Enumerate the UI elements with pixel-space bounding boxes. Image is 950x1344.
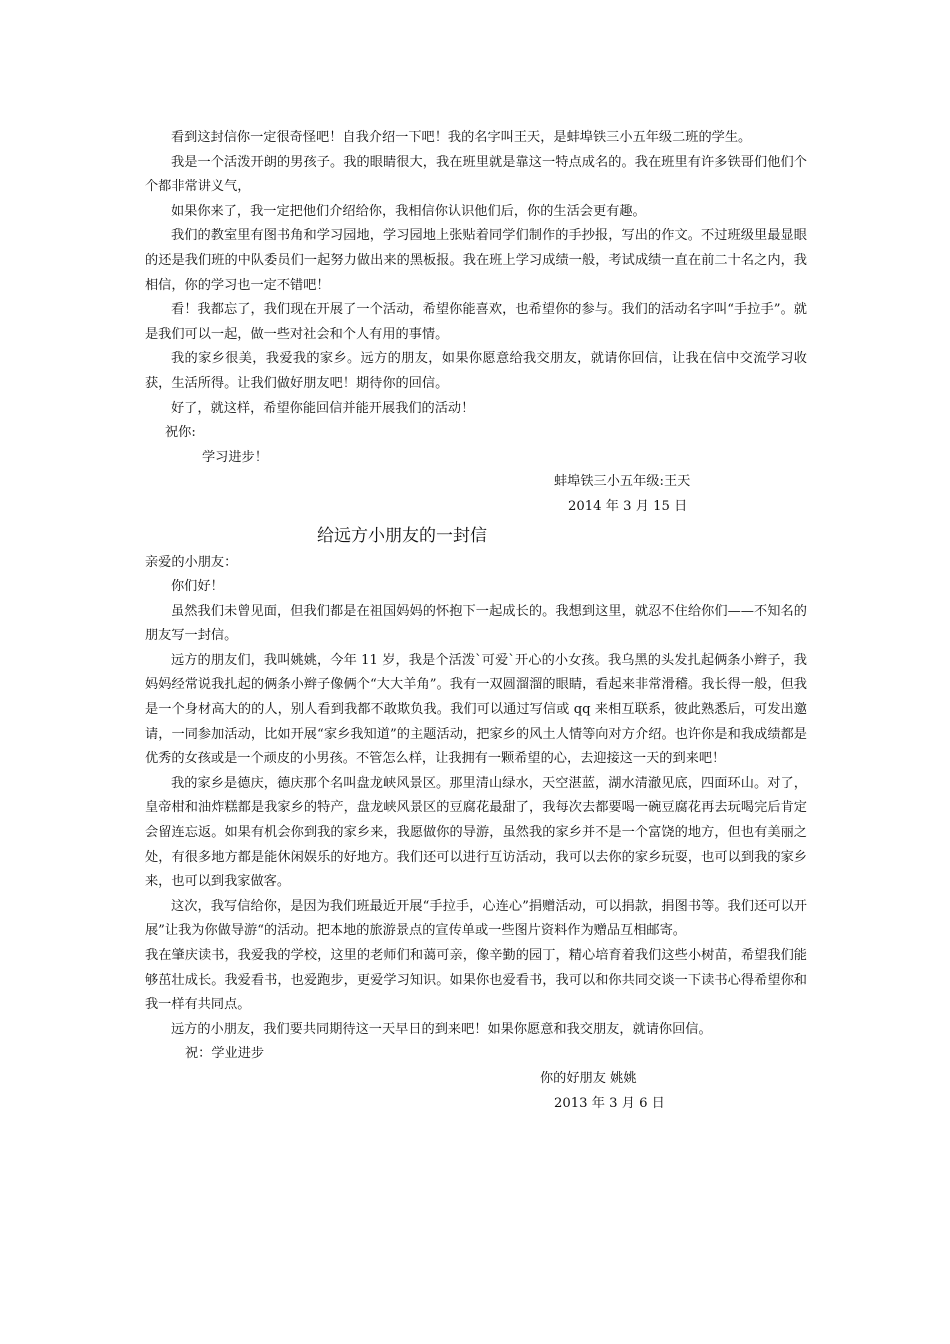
letter1-paragraph: 如果你来了，我一定把他们介绍给你，我相信你认识他们后，你的生活会更有趣。 [171,203,646,219]
letter2-paragraph: 这次，我写信给你，是因为我们班最近开展“手拉手，心连心”捐赠活动，可以捐款，捐图书等。我们还可以开展”让我为你做导游“的活动。把本地的旅游景点的宣传单或一些图片资料作为赠品互相邮寄。 [145,898,807,939]
letter2-title: 给远方小朋友的一封信 [317,525,487,546]
letter1-closing: 祝你: [165,425,196,441]
letter1-paragraph: 看到这封信你一定很奇怪吧！自我介绍一下吧！我的名字叫王天，是蚌埠铁三小五年级二班的学生。 [171,130,752,145]
letter2-greeting: 你们好！ [171,579,224,595]
letter2-paragraph: 我在肇庆读书，我爱我的学校，这里的老师们和蔼可亲，像辛勤的园丁，精心培育着我们这些小树苗，希望我们能够茁壮成长。我爱看书，也爱跑步，更爱学习知识。如果你也爱看书，我可以和你共同交谈一下读书心得希望你和我一样有共同点。 [145,948,807,1013]
letter1-paragraph: 我是一个活泼开朗的男孩子。我的眼睛很大，我在班里就是靠这一特点成名的。我在班里有许多铁哥们他们个个都非常讲义气， [145,154,807,195]
letter2-paragraph: 我的家乡是德庆，德庆那个名叫盘龙峡风景区。那里清山绿水，天空湛蓝，湖水清澈见底，四面环山。对了，皇帝柑和油炸糕都是我家乡的特产，盘龙峡风景区的豆腐花最甜了，我每次去都要喝一碗豆腐花再去玩喝完后肯定会留连忘返。如果有机会你到我的家乡来，我愿做你的导游，虽然我的家乡并不是一个富饶的地方，但也有美丽之处，有很多地方都是能休闲娱乐的好地方。我们还可以进行互访活动，我可以去你的家乡玩耍，也可以到我的家乡来，也可以到我家做客。 [145,775,807,890]
letter1-paragraph: 我的家乡很美，我爱我的家乡。远方的朋友，如果你愿意给我交朋友，就请你回信，让我在信中交流学习收获，生活所得。让我们做好朋友吧！期待你的回信。 [145,351,807,391]
letter1-paragraph: 看！我都忘了，我们现在开展了一个活动，希望你能喜欢，也希望你的参与。我们的活动名字叫“手拉手”。就是我们可以一起，做一些对社会和个人有用的事情。 [145,302,807,342]
letter1-signature: 蚌埠铁三小五年级:王天 [554,474,691,490]
letter2-date: 2013 年 3 月 6 日 [554,1095,665,1111]
letter1-wish: 学习进步！ [202,449,268,465]
letter2-paragraph: 虽然我们未曾见面，但我们都是在祖国妈妈的怀抱下一起成长的。我想到这里，就忍不住给你们——不知名的朋友写一封信。 [145,603,807,644]
letter2-signature: 你的好朋友 姚姚 [540,1070,637,1086]
letter2-salutation: 亲爱的小朋友： [145,554,238,570]
document-body [145,126,807,1116]
letter2-closing: 祝：学业进步 [185,1046,265,1062]
letter1-paragraph: 好了，就这样，希望你能回信并能开展我们的活动！ [171,400,475,416]
letter2-paragraph: 远方的朋友们，我叫姚姚，今年 11 岁，我是个活泼`可爱`开心的小女孩。我乌黑的头发扎起俩条小辫子，我妈妈经常说我扎起的俩条小辫子像俩个“大大羊角”。我有一双圆溜溜的眼睛，看起来非常滑稽。我长得一般，但我是一个身材高大的的人，别人看到我都不敢欺负我。我们可以通过写信或 qq 来相互联系，彼此熟悉后，可发出邀请，一同参加活动，比如开展“家乡我知道”的主题活动，把家乡的风土人情等向对方介绍。也许你是和我成绩都是优秀的女孩或是一个顽皮的小男孩。不管怎么样，让我拥有一颗希望的心，去迎接这一天的到来吧！ [145,652,807,767]
letter1-date: 2014 年 3 月 15 日 [568,498,688,514]
letter1-paragraph: 我们的教室里有图书角和学习园地，学习园地上张贴着同学们制作的手抄报，写出的作文。不过班级里最显眼的还是我们班的中队委员们一起努力做出来的黑板报。我在班上学习成绩一般，考试成绩一直在前二十名之内，我相信，你的学习也一定不错吧！ [145,228,807,293]
letter2-paragraph: 远方的小朋友，我们要共同期待这一天早日的到来吧！如果你愿意和我交朋友，就请你回信。 [171,1021,712,1037]
